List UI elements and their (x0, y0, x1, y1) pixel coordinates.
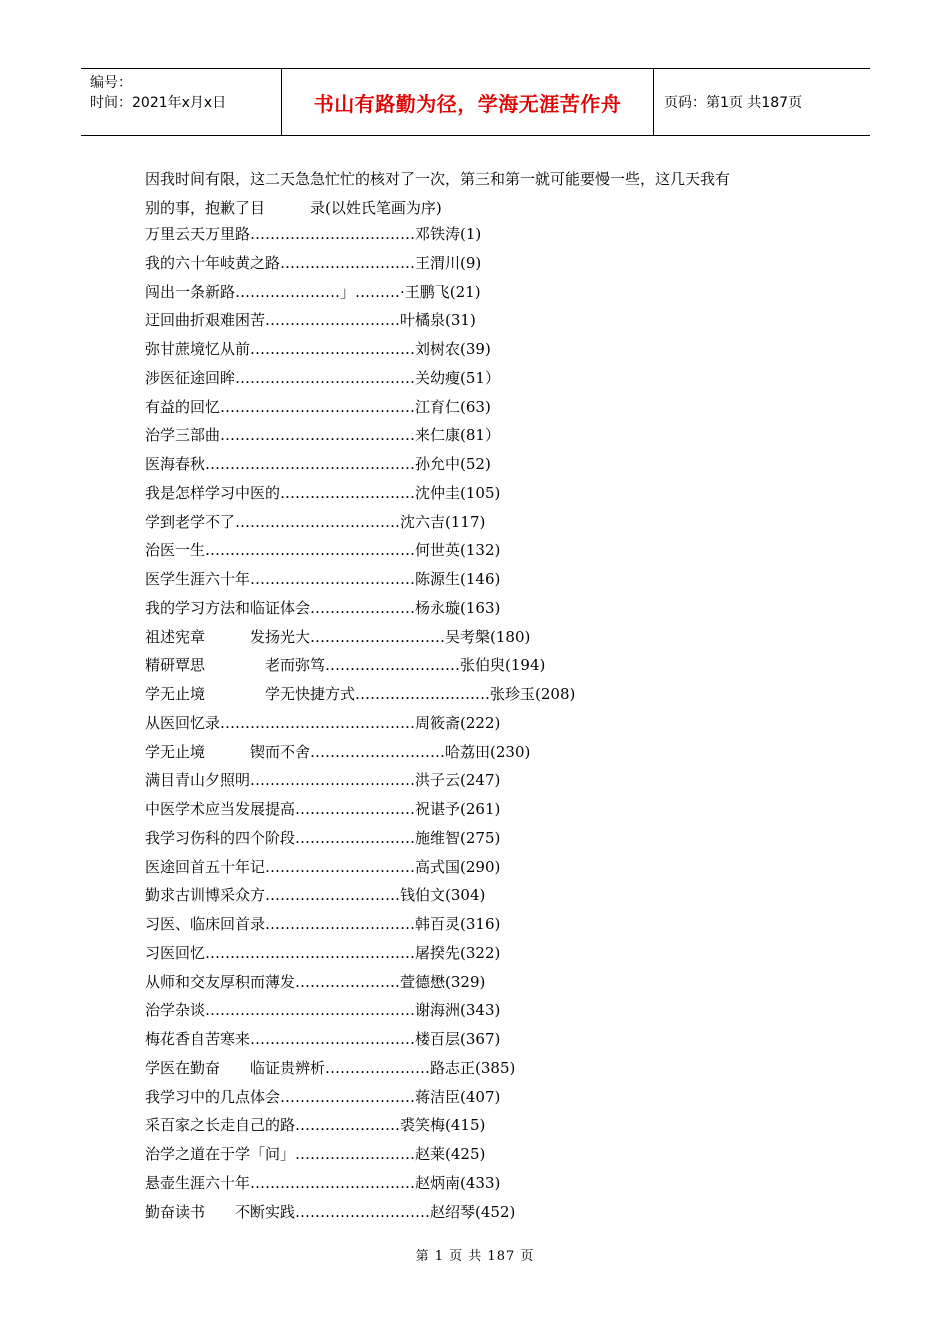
toc-entry: 我的六十年岐黄之路………………………王渭川(9) (145, 253, 482, 272)
toc-entry: 我学习伤科的四个阶段……………………施维智(275) (145, 828, 501, 847)
toc-entry: 治学之道在于学「问」……………………赵莱(425) (145, 1145, 486, 1163)
date-label: 时间：2021年x月x日 (90, 95, 227, 111)
toc-entry: 中医学术应当发展提高……………………祝谌予(261) (145, 800, 501, 818)
toc-entry: 学到老学不了……………………………沈六吉(117) (145, 512, 486, 531)
toc-entry: 悬壶生涯六十年……………………………赵炳南(433) (145, 1173, 501, 1192)
page-footer: 第 1 页 共 187 页 (415, 1249, 535, 1264)
intro-line-2: 别的事，抱歉了目 录(以姓氏笔画为序) (145, 199, 442, 217)
page-header (81, 68, 870, 136)
toc-entry: 我学习中的几点体会………………………蒋洁臣(407) (145, 1087, 501, 1106)
toc-entry: 医学生涯六十年……………………………陈源生(146) (145, 570, 501, 588)
toc-entry: 学无止境 学无快捷方式………………………张珍玉(208) (145, 685, 576, 703)
toc-entry: 精研覃思 老而弥笃………………………张伯臾(194) (145, 656, 546, 675)
header-motto: 书山有路勤为径，学海无涯苦作舟 (282, 69, 654, 135)
toc-entry: 医海春秋……………………………………孙允中(52) (145, 455, 491, 473)
toc-entry: 从师和交友厚积而薄发…………………萱德懋(329) (145, 972, 486, 991)
toc-entry: 梅花香自苦寒来……………………………楼百层(367) (145, 1030, 501, 1048)
intro-paragraph (145, 165, 810, 223)
toc-entry: 满目青山夕照明……………………………洪子云(247) (145, 771, 501, 790)
toc-entry: 采百家之长走自己的路…………………裘笑梅(415) (145, 1116, 486, 1135)
toc-entry: 从医回忆录…………………………………周筱斋(222) (145, 713, 501, 732)
toc-entry: 祖述宪章 发扬光大………………………吴考槃(180) (145, 627, 531, 646)
toc-entry: 学医在勤奋 临证贵辨析…………………路志正(385) (145, 1058, 516, 1077)
toc-entry: 迂回曲折艰难困苦………………………叶橘泉(31) (145, 311, 476, 330)
toc-entry: 治学三部曲…………………………………来仁康(81） (145, 426, 500, 445)
intro-line-1: 因我时间有限，这二天急急忙忙的核对了一次，第三和第一就可能要慢一些，这几天我有 (145, 170, 731, 188)
header-meta (81, 69, 282, 135)
toc-entry: 勤求古训博采众方………………………钱伯文(304) (145, 886, 486, 905)
toc-entry: 我是怎样学习中医的………………………沈仲圭(105) (145, 483, 501, 502)
toc-entry: 闯出一条新路…………………」………·王鹏飞(21) (145, 282, 481, 301)
toc-entry: 治医一生……………………………………何世英(132) (145, 541, 501, 560)
toc-entry: 勤奋读书 不断实践………………………赵绍琴(452) (145, 1202, 516, 1221)
table-of-contents (145, 220, 575, 1226)
header-page-info: 页码：第1页 共187页 (664, 95, 803, 111)
toc-entry: 我的学习方法和临证体会…………………杨永璇(163) (145, 598, 501, 617)
toc-entry: 涉医征途回眸………………………………关幼瘦(51） (145, 368, 500, 387)
toc-entry: 万里云天万里路……………………………邓铁涛(1) (145, 225, 482, 243)
toc-entry: 医途回首五十年记…………………………高式国(290) (145, 857, 501, 876)
toc-entry: 学无止境 锲而不舍………………………哈荔田(230) (145, 742, 531, 761)
toc-entry: 习医回忆……………………………………屠揆先(322) (145, 943, 501, 962)
toc-entry: 习医、临床回首录…………………………韩百灵(316) (145, 915, 501, 933)
toc-entry: 治学杂谈……………………………………谢海洲(343) (145, 1001, 501, 1020)
toc-entry: 有益的回忆…………………………………江育仁(63) (145, 397, 491, 416)
code-label: 编号： (90, 75, 132, 91)
toc-entry: 弥甘蔗境忆从前……………………………刘树农(39) (145, 340, 491, 358)
